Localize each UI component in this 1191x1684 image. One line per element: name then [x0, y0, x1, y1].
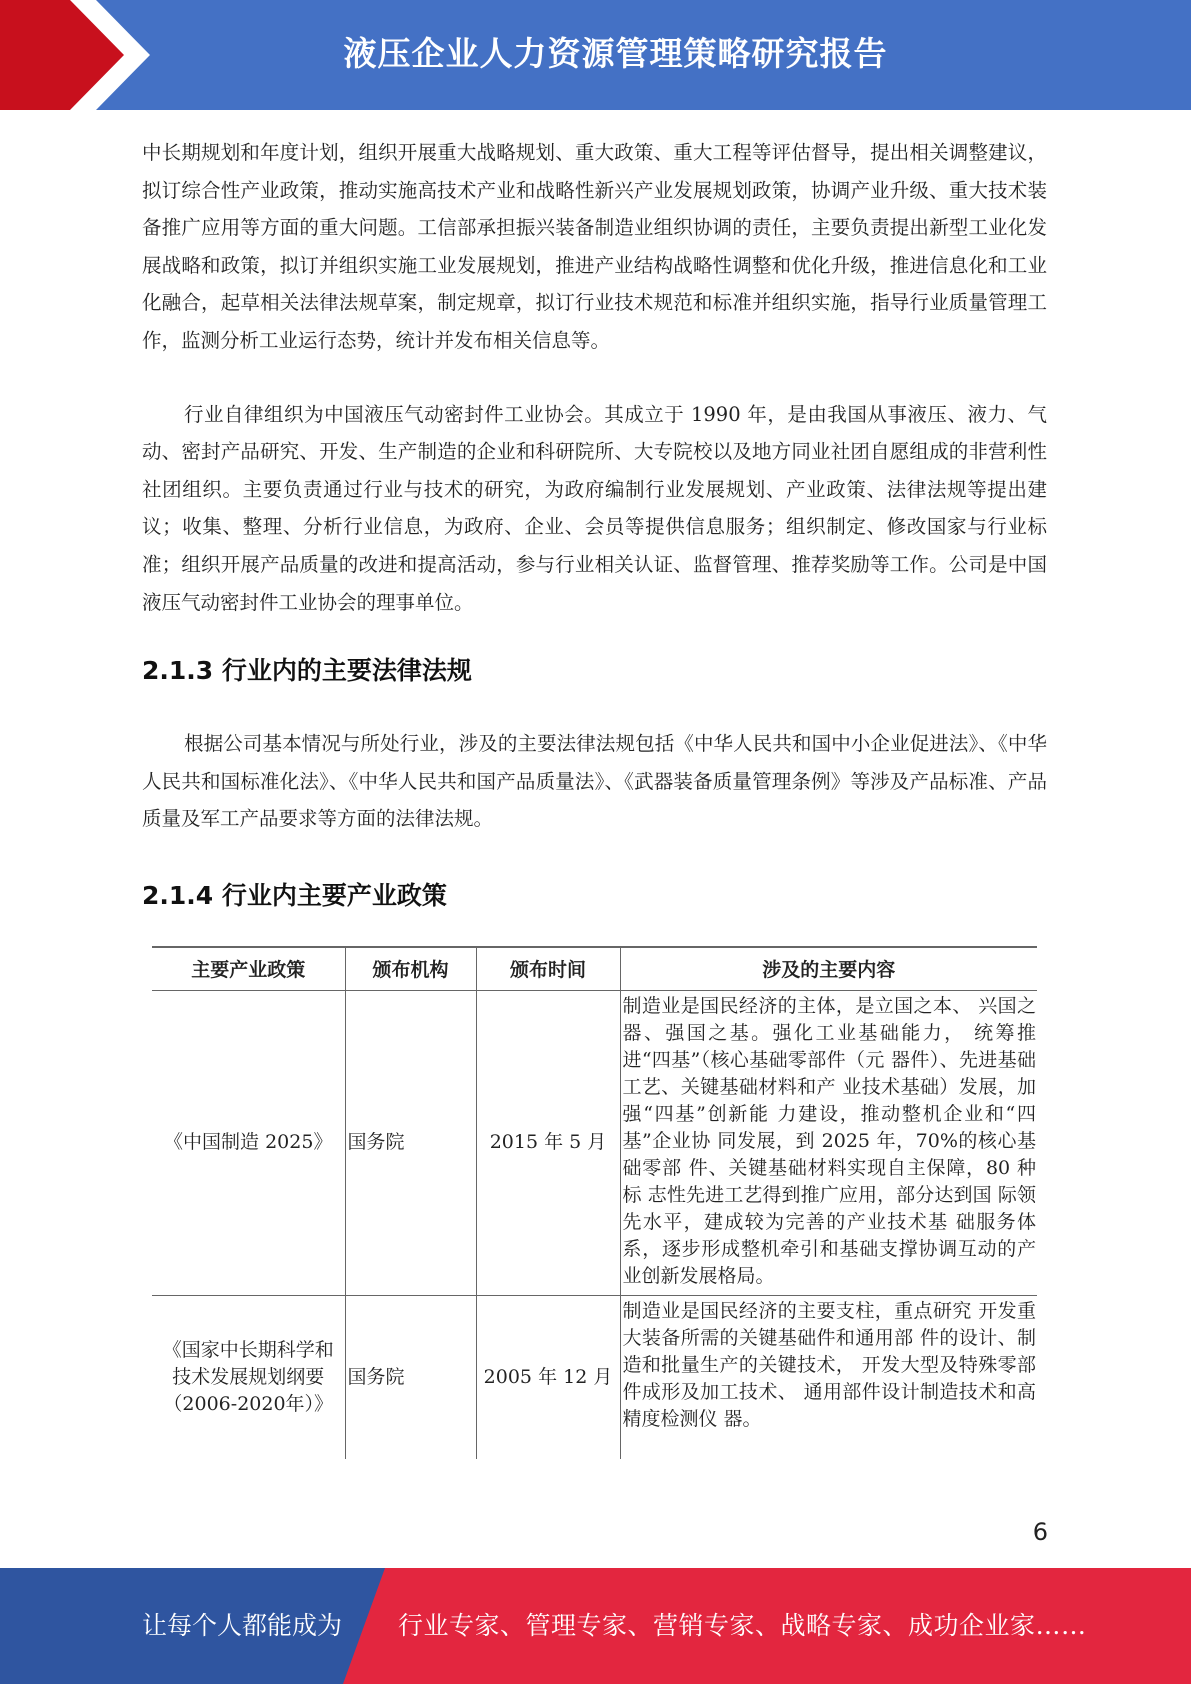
- section-heading-2-1-3: 2.1.3 行业内的主要法律法规: [142, 656, 472, 686]
- page-number: 6: [1032, 1518, 1048, 1546]
- policy-date-cell: 2015 年 5 月: [476, 990, 620, 1295]
- column-header-date: 颁布时间: [476, 947, 620, 991]
- policy-table: [152, 946, 1037, 1460]
- footer-slogan-roles: 行业专家、管理专家、营销专家、战略专家、成功企业家……: [398, 1611, 1087, 1640]
- report-title: 液压企业人力资源管理策略研究报告: [343, 34, 888, 73]
- policy-date-cell: 2005 年 12 月: [476, 1295, 620, 1459]
- table-row: [152, 1295, 1037, 1459]
- policy-org-cell: 国务院: [345, 990, 476, 1295]
- page-header: [0, 0, 1191, 110]
- policy-content-cell: 制造业是国民经济的主要支柱，重点研究 开发重大装备所需的关键基础件和通用部 件的设计、制造和批量生产的关键技术， 开发大型及特殊零部件成形及加工技术、 通用部件设计制造技术和高精度检测仪 器。: [620, 1295, 1037, 1459]
- footer-slogan-lead: 让每个人都能成为: [142, 1611, 343, 1640]
- section-heading-2-1-4: 2.1.4 行业内主要产业政策: [142, 880, 447, 910]
- table-header-row: [152, 947, 1037, 991]
- policy-org-cell: 国务院: [345, 1295, 476, 1459]
- table-row: [152, 990, 1037, 1295]
- policy-name-cell: 《国家中长期科学和技术发展规划纲要（2006-2020年）》: [162, 1339, 334, 1416]
- paragraph-regulators: 中长期规划和年度计划，组织开展重大战略规划、重大政策、重大工程等评估督导，提出相关调整建议，拟订综合性产业政策，推动实施高技术产业和战略性新兴产业发展规划政策，协调产业升级、重大技术装备推广应用等方面的重大问题。工信部承担振兴装备制造业组织协调的责任，主要负责提出新型工业化发展战略和政策，拟订并组织实施工业发展规划，推进产业结构战略性调整和优化升级，推进信息化和工业化融合，起草相关法律法规草案，制定规章，拟订行业技术规范和标准并组织实施，指导行业质量管理工作，监测分析工业运行态势，统计并发布相关信息等。: [142, 141, 1047, 352]
- column-header-policy: 主要产业政策: [152, 947, 345, 991]
- paragraph-laws: 根据公司基本情况与所处行业，涉及的主要法律法规包括《中华人民共和国中小企业促进法》、《中华人民共和国标准化法》、《中华人民共和国产品质量法》、《武器装备质量管理条例》等涉及产品标准、产品质量及军工产品要求等方面的法律法规。: [142, 732, 1047, 831]
- policy-name-cell: 《中国制造 2025》: [152, 990, 345, 1295]
- paragraph-industry-association: 行业自律组织为中国液压气动密封件工业协会。其成立于 1990 年，是由我国从事液压、液力、气动、密封产品研究、开发、生产制造的企业和科研院所、大专院校以及地方同业社团自愿组成的非营利性社团组织。主要负责通过行业与技术的研究，为政府编制行业发展规划、产业政策、法律法规等提出建议；收集、整理、分析行业信息，为政府、企业、会员等提供信息服务；组织制定、修改国家与行业标准；组织开展产品质量的改进和提高活动，参与行业相关认证、监督管理、推荐奖励等工作。公司是中国液压气动密封件工业协会的理事单位。: [142, 402, 1047, 614]
- page-content: [142, 134, 1047, 1459]
- policy-content-cell: 制造业是国民经济的主体，是立国之本、 兴国之器、强国之基。强化工业基础能力， 统筹推进“四基”（核心基础零部件（元 器件）、先进基础工艺、关键基础材料和产 业技术基础）发展，加强“四基”创新能 力建设，推动整机企业和“四基”企业协 同发展，到 2025 年，70%的核心基础零部 件、关键基础材料实现自主保障，80 种标 志性先进工艺得到推广应用，部分达到国 际领先水平，建成较为完善的产业技术基 础服务体系，逐步形成整机牵引和基础支撑协调互动的产业创新发展格局。: [620, 990, 1037, 1295]
- page-footer: [0, 1568, 1191, 1684]
- column-header-org: 颁布机构: [345, 947, 476, 991]
- column-header-content: 涉及的主要内容: [620, 947, 1037, 991]
